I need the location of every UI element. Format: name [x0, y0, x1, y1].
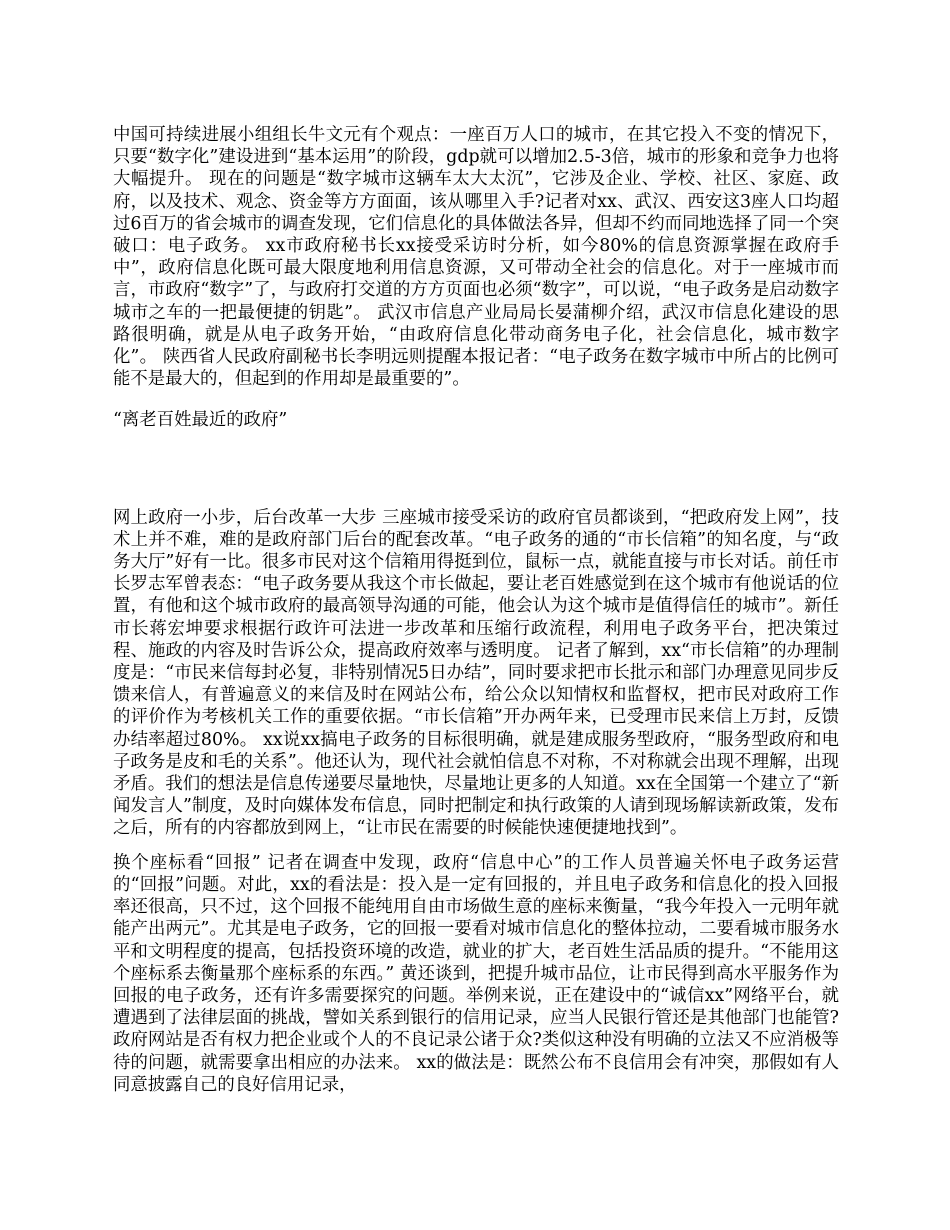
paragraph-return-coordinate: 换个座标看“回报” 记者在调查中发现，政府“信息中心”的工作人员普遍关怀电子政务运营的“回报”问题。对此，xx的看法是：投入是一定有回报的，并且电子政务和信息化的投入回报率还很高，只不过，这个回报不能纯用自由市场做生意的座标来衡量，“我今年投入一元明年就能产出两元”。尤其是电子政务，它的回报一要看对城市信息化的整体拉动，二要看城市服务水平和文明程度的提高，包括投资环境的改造，就业的扩大，老百姓生活品质的提升。“不能用这个座标系去衡量那个座标系的东西。” 黄还谈到，把提升城市品位，让市民得到高水平服务作为回报的电子政务，还有许多需要探究的问题。举例来说，正在建设中的“诚信xx”网络平台，就遭遇到了法律层面的挑战，譬如关系到银行的信用记录，应当人民银行管还是其他部门也能管?政府网站是否有权力把企业或个人的不良记录公诸于众?类似这种没有明确的立法又不应消极等待的问题，就需要拿出相应的办法来。 xx的做法是：既然公布不良信用会有冲突，那假如有人同意披露自己的良好信用记录，	[113, 852, 839, 1095]
section-heading-nearest-government: “离老百姓最近的政府”	[113, 410, 288, 431]
document-body	[113, 124, 839, 1096]
paragraph-online-government: 网上政府一小步，后台改革一大步 三座城市接受采访的政府官员都谈到，“把政府发上网”，技术上并不难，难的是政府部门后台的配套改革。“电子政务的通的“市长信箱”的知名度，与“政务大厅”好有一比。很多市民对这个信箱用得挺到位，鼠标一点，就能直接与市长对话。前任市长罗志军曾表态：“电子政务要从我这个市长做起，要让老百姓感觉到在这个城市有他说话的位置，有他和这个城市政府的最高领导沟通的可能，他会认为这个城市是值得信任的城市”。新任市长蒋宏坤要求根据行政许可法进一步改革和压缩行政流程，利用电子政务平台，把决策过程、施政的内容及时告诉公众，提高政府效率与透明度。 记者了解到，xx“市长信箱”的办理制度是：“市民来信每封必复，非特别情况5日办结”，同时要求把市长批示和部门办理意见同步反馈来信人，有普遍意义的来信及时在网站公布，给公众以知情权和监督权，把市民对政府工作的评价作为考核机关工作的重要依据。“市长信箱”开办两年来，已受理市民来信上万封，反馈办结率超过80%。 xx说xx搞电子政务的目标很明确，就是建成服务型政府，“服务型政府和电子政务是皮和毛的关系”。他还认为，现代社会就怕信息不对称，不对称就会出现不理解，出现矛盾。我们的想法是信息传递要尽量地快，尽量地让更多的人知道。xx在全国第一个建立了“新闻发言人”制度，及时向媒体发布信息，同时把制定和执行政策的人请到现场解读新政策，发布之后，所有的内容都放到网上，“让市民在需要的时候能快速便捷地找到”。	[113, 507, 839, 839]
paragraph-digital-city: 中国可持续进展小组组长牛文元有个观点：一座百万人口的城市，在其它投入不变的情况下，只要“数字化”建设进到“基本运用”的阶段，gdp就可以增加2.5-3倍，城市的形象和竞争力也将大幅提升。 现在的问题是“数字城市这辆车太大太沉”，它涉及企业、学校、社区、家庭、政府，以及技术、观念、资金等方方面面，该从哪里入手?记者对xx、武汉、西安这3座人口均超过6百万的省会城市的调查发现，它们信息化的具体做法各异，但却不约而同地选择了同一个突破口：电子政务。 xx市政府秘书长xx接受采访时分析，如今80%的信息资源掌握在政府手中”，政府信息化既可最大限度地利用信息资源，又可带动全社会的信息化。对于一座城市而言，市政府“数字”了，与政府打交道的方方页面也必须“数字”，可以说，“电子政务是启动数字城市之车的一把最便捷的钥匙”。 武汉市信息产业局局长晏蒲柳介绍，武汉市信息化建设的思路很明确，就是从电子政务开始，“由政府信息化带动商务电子化，社会信息化，城市数字化”。 陕西省人民政府副秘书长李明远则提醒本报记者：“电子政务在数字城市中所占的比例可能不是最大的，但起到的作用却是最重要的”。	[113, 125, 839, 390]
blank-gap	[113, 432, 839, 507]
